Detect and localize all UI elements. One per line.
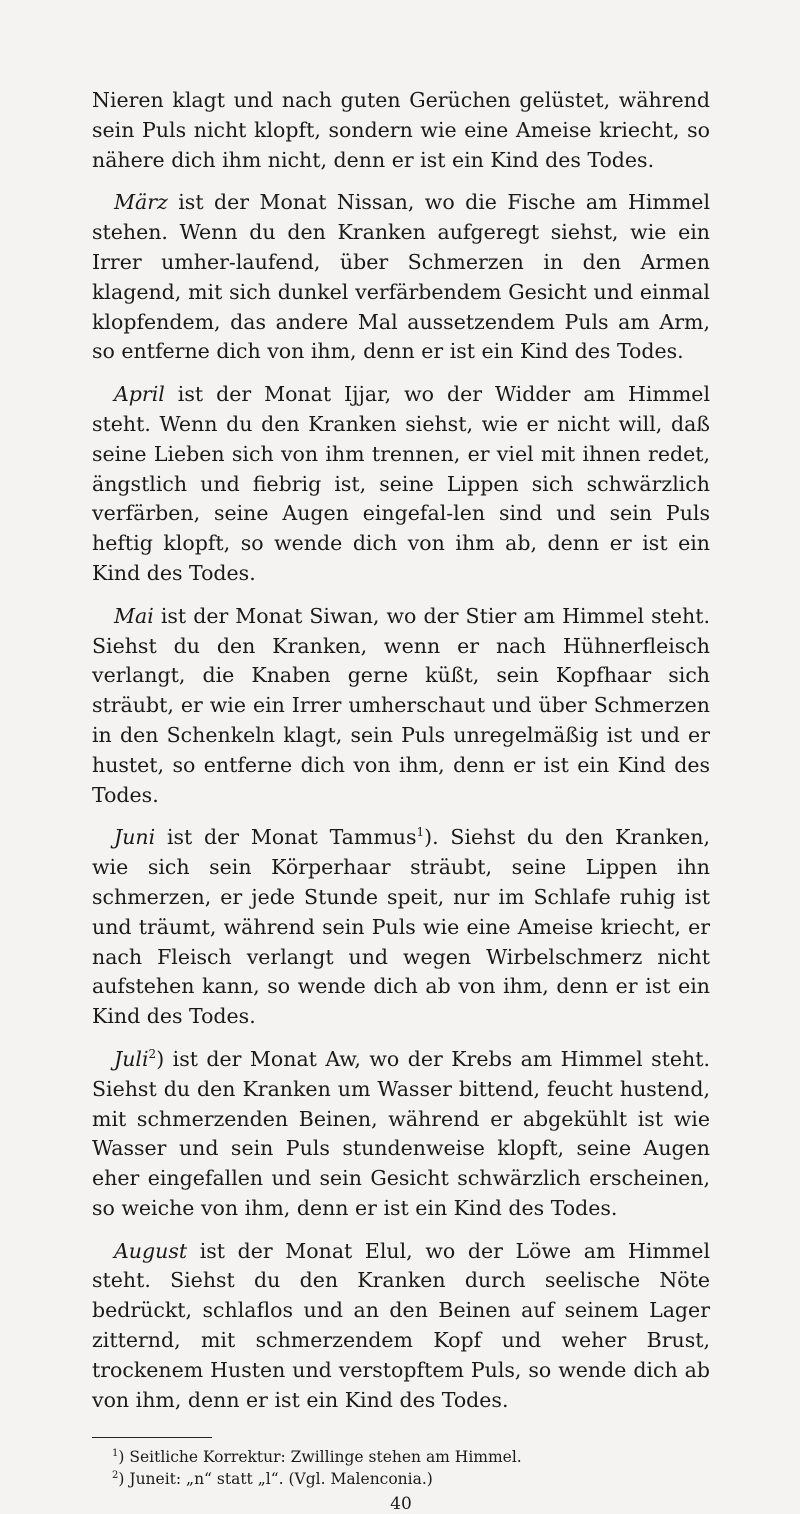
month-name: Juni <box>114 825 156 850</box>
paragraph-text: ist der Monat Tammus <box>155 825 417 850</box>
paragraph-text: ist der Monat Siwan, wo der Stier am Himmel steht. Siehst du den Kranken, wenn er nach Hühnerfleisch verlangt, die Knaben gerne küßt, sein Kopfhaar sich sträubt, er wie ein Irrer umherschaut und über Schmerzen in den Schenkeln klagt, sein Puls unregelmäßig ist und er hustet, so entferne dich von ihm, denn er ist ein Kind des Todes. <box>92 603 710 807</box>
footnote-ref: 1 <box>416 825 425 840</box>
paragraph-maerz <box>92 188 710 367</box>
paragraph-text: ist der Monat Nissan, wo die Fische am Himmel stehen. Wenn du den Kranken aufgeregt siehst, wie ein Irrer umher-laufend, über Schmerzen in den Armen klagend, mit sich dunkel verfärbendem Gesicht und einmal klopfendem, das andere Mal aussetzendem Puls am Arm, so entferne dich von ihm, denn er ist ein Kind des Todes. <box>92 190 710 364</box>
footnote-divider <box>92 1437 212 1438</box>
month-name: August <box>114 1238 188 1263</box>
paragraph-text-cont: ). Siehst du den Kranken, wie sich sein Körperhaar sträubt, seine Lippen ihn schmerzen, er jede Stunde speit, nur im Schlafe ruhig ist und träumt, während sein Puls wie eine Ameise kriecht, er nach Fleisch verlangt und wegen Wirbelschmerz nicht aufstehen kann, so wende dich ab von ihm, denn er ist ein Kind des Todes. <box>92 825 710 1029</box>
paragraph-continuation <box>92 86 710 175</box>
footnote-text: ) Juneit: „n“ statt „l“. (Vgl. Malenconia.) <box>118 1470 433 1489</box>
footnote-mark: 1 <box>112 1448 119 1460</box>
footnote-mark: 2 <box>112 1470 119 1482</box>
footnote-text: ) Seitliche Korrektur: Zwillinge stehen am Himmel. <box>118 1448 522 1467</box>
footnote-2 <box>112 1468 710 1490</box>
footnote-ref: 2 <box>148 1047 157 1062</box>
paragraph-text-cont: ) ist der Monat Aw, wo der Krebs am Himmel steht. Siehst du den Kranken um Wasser bittend, feucht hustend, mit schmerzenden Beinen, während er abgekühlt ist wie Wasser und sein Puls stundenweise klopft, seine Augen eher eingefallen und sein Gesicht schwärzlich erscheinen, so weiche von ihm, denn er ist ein Kind des Todes. <box>92 1046 710 1220</box>
footnote-1 <box>112 1446 710 1468</box>
paragraph-juni <box>92 823 710 1032</box>
paragraph-august <box>92 1237 710 1416</box>
month-name: Mai <box>114 603 154 628</box>
month-name: Juli <box>114 1046 149 1071</box>
month-name: März <box>114 190 168 215</box>
month-name: April <box>114 382 165 407</box>
paragraph-april <box>92 380 710 589</box>
paragraph-text: ist der Monat Ijjar, wo der Widder am Himmel steht. Wenn du den Kranken siehst, wie er nicht will, daß seine Lieben sich von ihm trennen, er viel mit ihnen redet, ängstlich und fiebrig ist, seine Lippen sich schwärzlich verfärben, seine Augen eingefal-len sind und sein Puls heftig klopft, so wende dich von ihm ab, denn er ist ein Kind des Todes. <box>92 382 710 585</box>
page-number: 40 <box>390 1494 412 1514</box>
paragraph-text: Nieren klagt und nach guten Gerüchen gelüstet, während sein Puls nicht klopft, sondern wie eine Ameise kriecht, so nähere dich ihm nicht, denn er ist ein Kind des Todes. <box>92 88 710 172</box>
paragraph-text: ist der Monat Elul, wo der Löwe am Himmel steht. Siehst du den Kranken durch seelische Nöte bedrückt, schlaflos und an den Beinen auf seinem Lager zitternd, mit schmerzendem Kopf und weher Brust, trockenem Husten und verstopftem Puls, so wende dich ab von ihm, denn er ist ein Kind des Todes. <box>92 1238 710 1412</box>
paragraph-juli <box>92 1045 710 1224</box>
paragraph-mai <box>92 602 710 811</box>
